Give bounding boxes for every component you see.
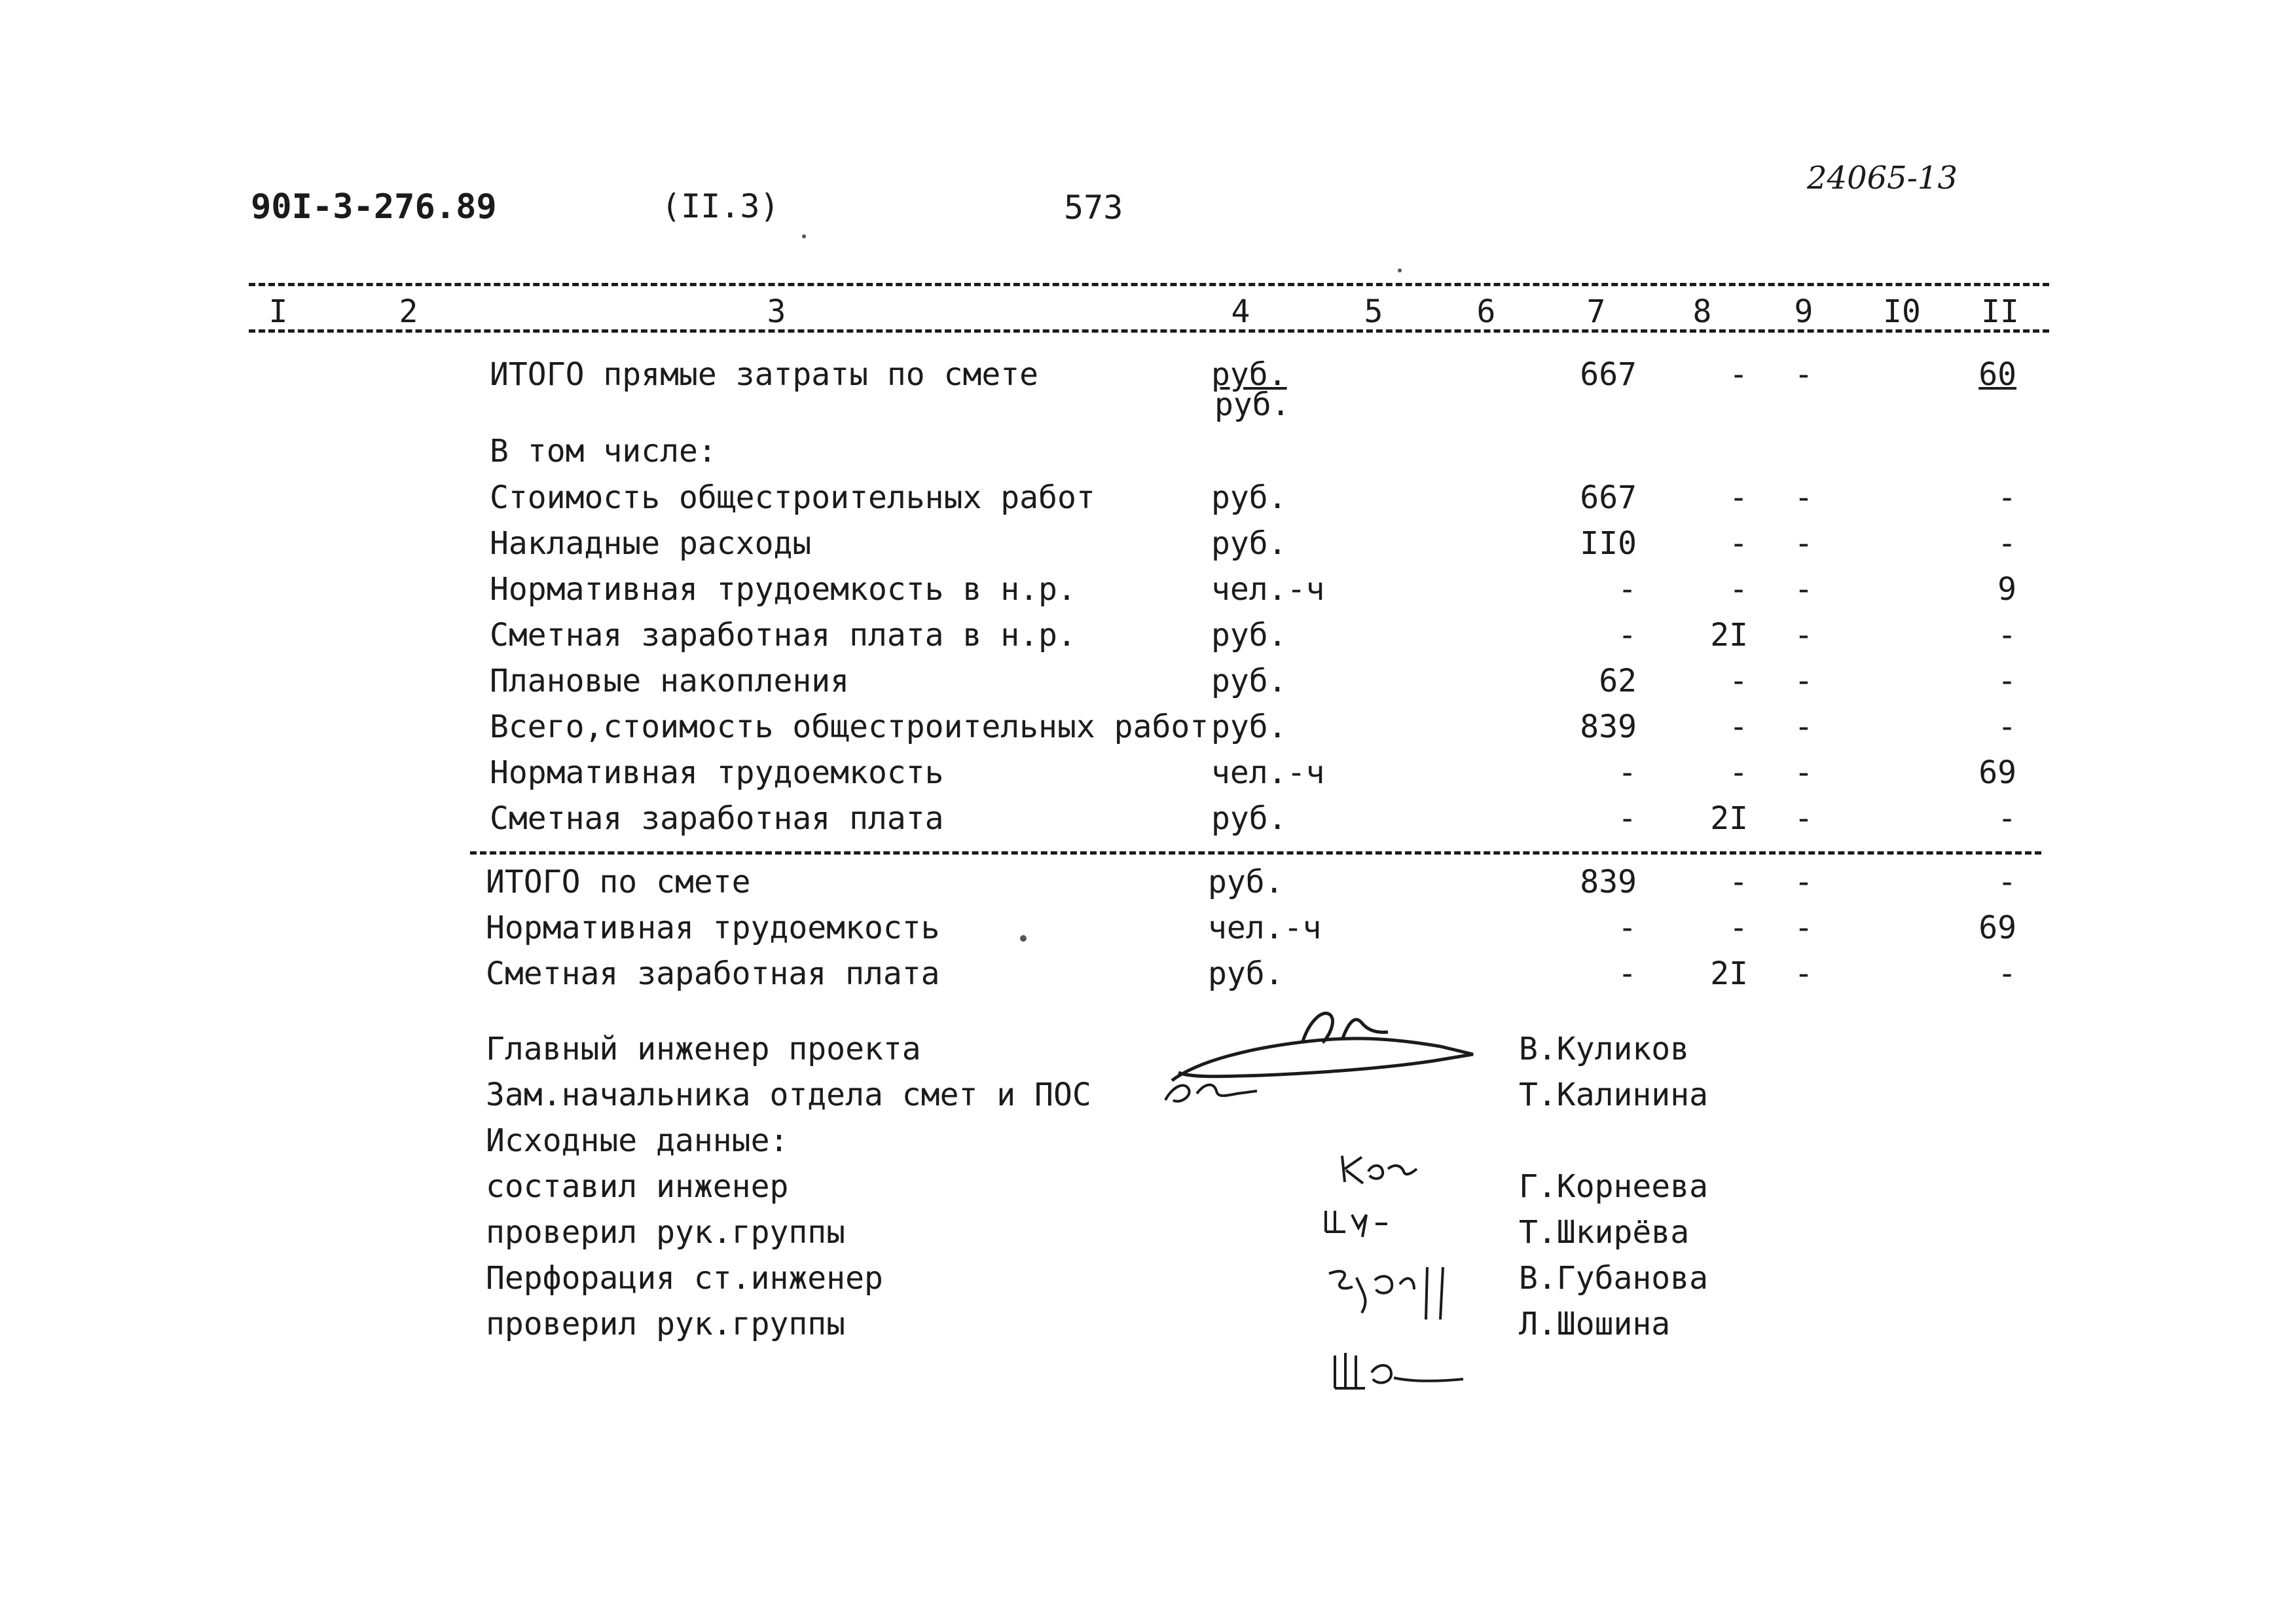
header-rule-top bbox=[249, 283, 2049, 286]
row-unit: чел.-ч bbox=[1211, 754, 1325, 791]
cell-col8: - bbox=[1729, 864, 1748, 900]
cell-col7: - bbox=[1618, 754, 1637, 791]
signature-name: Т.Шкирёва bbox=[1519, 1214, 1690, 1251]
row-unit: руб. bbox=[1208, 864, 1284, 900]
cell-col7: 667 bbox=[1580, 356, 1637, 393]
cell-col8: - bbox=[1729, 356, 1748, 393]
cell-col11: - bbox=[1997, 479, 2016, 516]
cell-col8: - bbox=[1729, 754, 1748, 791]
row-label: В том числе: bbox=[490, 433, 717, 470]
row-unit: чел.-ч bbox=[1208, 910, 1322, 946]
cell-col8: - bbox=[1729, 709, 1748, 745]
cell-col11: 9 bbox=[1997, 571, 2016, 608]
cell-col9: - bbox=[1794, 571, 1813, 608]
cell-col7: 62 bbox=[1599, 663, 1637, 699]
cell-col11: - bbox=[1997, 955, 2016, 992]
cell-col11: - bbox=[1997, 800, 2016, 837]
row-label: Сметная заработная плата bbox=[486, 955, 940, 992]
cell-col7: 839 bbox=[1580, 864, 1637, 900]
signature-role: Перфорация ст.инженер bbox=[486, 1260, 883, 1297]
row-unit-secondary: руб. bbox=[1214, 386, 1290, 423]
row-label: Накладные расходы bbox=[490, 525, 812, 562]
cell-col9: - bbox=[1794, 663, 1813, 699]
cell-col7: - bbox=[1618, 617, 1637, 654]
row-unit: руб. bbox=[1211, 525, 1287, 562]
signature-role: Исходные данные: bbox=[486, 1122, 789, 1159]
row-unit: руб. bbox=[1208, 955, 1284, 992]
archive-number: 24065-13 bbox=[1807, 160, 1958, 196]
cell-col9: - bbox=[1794, 754, 1813, 791]
column-header: 5 bbox=[1364, 293, 1383, 330]
cell-col8: 2I bbox=[1710, 800, 1748, 837]
column-header: 8 bbox=[1692, 293, 1712, 330]
signature-name: В.Куликов bbox=[1519, 1031, 1690, 1067]
row-unit: руб. bbox=[1211, 617, 1287, 654]
column-header: I bbox=[268, 293, 288, 330]
cell-col9: - bbox=[1794, 356, 1813, 393]
cell-col7: - bbox=[1618, 571, 1637, 608]
signature-name: Л.Шошина bbox=[1519, 1306, 1671, 1342]
cell-col8: - bbox=[1729, 479, 1748, 516]
cell-col9: - bbox=[1794, 955, 1813, 992]
signature-name: Г.Корнеева bbox=[1519, 1168, 1708, 1205]
signature-kalinina bbox=[1159, 1067, 1290, 1113]
signature-name: В.Губанова bbox=[1519, 1260, 1708, 1297]
row-label: Нормативная трудоемкость bbox=[490, 754, 944, 791]
column-header: II bbox=[1981, 293, 2019, 330]
row-unit: руб. bbox=[1211, 479, 1287, 516]
page-number: 573 bbox=[1064, 189, 1123, 227]
column-header: 3 bbox=[767, 293, 786, 330]
cell-col11: 69 bbox=[1978, 910, 2016, 946]
doc-code: 90I-3-276.89 bbox=[251, 187, 497, 227]
signature-role: Главный инженер проекта bbox=[486, 1031, 921, 1067]
row-unit: руб. bbox=[1211, 356, 1287, 393]
cell-col7: - bbox=[1618, 955, 1637, 992]
row-label: Сметная заработная плата в н.р. bbox=[490, 617, 1076, 654]
cell-col11: - bbox=[1997, 864, 2016, 900]
cell-col11: 60 bbox=[1978, 356, 2016, 393]
cell-col7: II0 bbox=[1580, 525, 1637, 562]
cell-col9: - bbox=[1794, 709, 1813, 745]
row-label: Всего,стоимость общестроительных работ bbox=[490, 709, 1209, 745]
signature-role: проверил рук.группы bbox=[486, 1214, 846, 1251]
signature-role: составил инженер bbox=[486, 1168, 789, 1205]
row-label: Плановые накопления bbox=[490, 663, 850, 699]
cell-col8: 2I bbox=[1710, 617, 1748, 654]
signature-role: проверил рук.группы bbox=[486, 1306, 846, 1342]
cell-col7: 839 bbox=[1580, 709, 1637, 745]
row-unit: руб. bbox=[1211, 800, 1287, 837]
cell-col9: - bbox=[1794, 479, 1813, 516]
column-header: 9 bbox=[1794, 293, 1813, 330]
cell-col8: 2I bbox=[1710, 955, 1748, 992]
cell-col8: - bbox=[1729, 663, 1748, 699]
signature-shkireva bbox=[1319, 1202, 1411, 1241]
scan-speck bbox=[1398, 268, 1402, 272]
signature-korneeva bbox=[1336, 1149, 1440, 1195]
cell-col7: 667 bbox=[1580, 479, 1637, 516]
row-unit: чел.-ч bbox=[1211, 571, 1325, 608]
row-label: Нормативная трудоемкость в н.р. bbox=[490, 571, 1076, 608]
row-label: ИТОГО по смете bbox=[486, 864, 751, 900]
cell-col7: - bbox=[1618, 800, 1637, 837]
signature-name: Т.Калинина bbox=[1519, 1077, 1708, 1113]
column-header: 2 bbox=[399, 293, 418, 330]
row-unit: руб. bbox=[1211, 709, 1287, 745]
cell-col9: - bbox=[1794, 525, 1813, 562]
cell-col8: - bbox=[1729, 910, 1748, 946]
row-label: ИТОГО прямые затраты по смете bbox=[490, 356, 1039, 393]
cell-col9: - bbox=[1794, 617, 1813, 654]
cell-col8: - bbox=[1729, 571, 1748, 608]
cell-col9: - bbox=[1794, 910, 1813, 946]
signature-gubanova bbox=[1316, 1261, 1467, 1339]
cell-col11: - bbox=[1997, 709, 2016, 745]
row-label: Нормативная трудоемкость bbox=[486, 910, 940, 946]
scan-speck bbox=[802, 234, 806, 238]
row-label: Сметная заработная плата bbox=[490, 800, 944, 837]
cell-col7: - bbox=[1618, 910, 1637, 946]
totals-separator bbox=[470, 851, 2041, 855]
signature-shoshina bbox=[1326, 1336, 1470, 1401]
cell-col11: 69 bbox=[1978, 754, 2016, 791]
column-header: 6 bbox=[1476, 293, 1496, 330]
scan-speck bbox=[1020, 935, 1027, 942]
section-number: (II.3) bbox=[661, 187, 780, 225]
cell-col9: - bbox=[1794, 864, 1813, 900]
cell-col11: - bbox=[1997, 663, 2016, 699]
row-unit: руб. bbox=[1211, 663, 1287, 699]
column-header: 4 bbox=[1231, 293, 1250, 330]
signature-role: Зам.начальника отдела смет и ПОС bbox=[486, 1077, 1091, 1113]
header-rule-bottom bbox=[249, 329, 2049, 333]
cell-col8: - bbox=[1729, 525, 1748, 562]
cell-col11: - bbox=[1997, 525, 2016, 562]
cell-col11: - bbox=[1997, 617, 2016, 654]
column-header: I0 bbox=[1883, 293, 1921, 330]
cell-col9: - bbox=[1794, 800, 1813, 837]
row-label: Стоимость общестроительных работ bbox=[490, 479, 1095, 516]
column-header: 7 bbox=[1586, 293, 1606, 330]
